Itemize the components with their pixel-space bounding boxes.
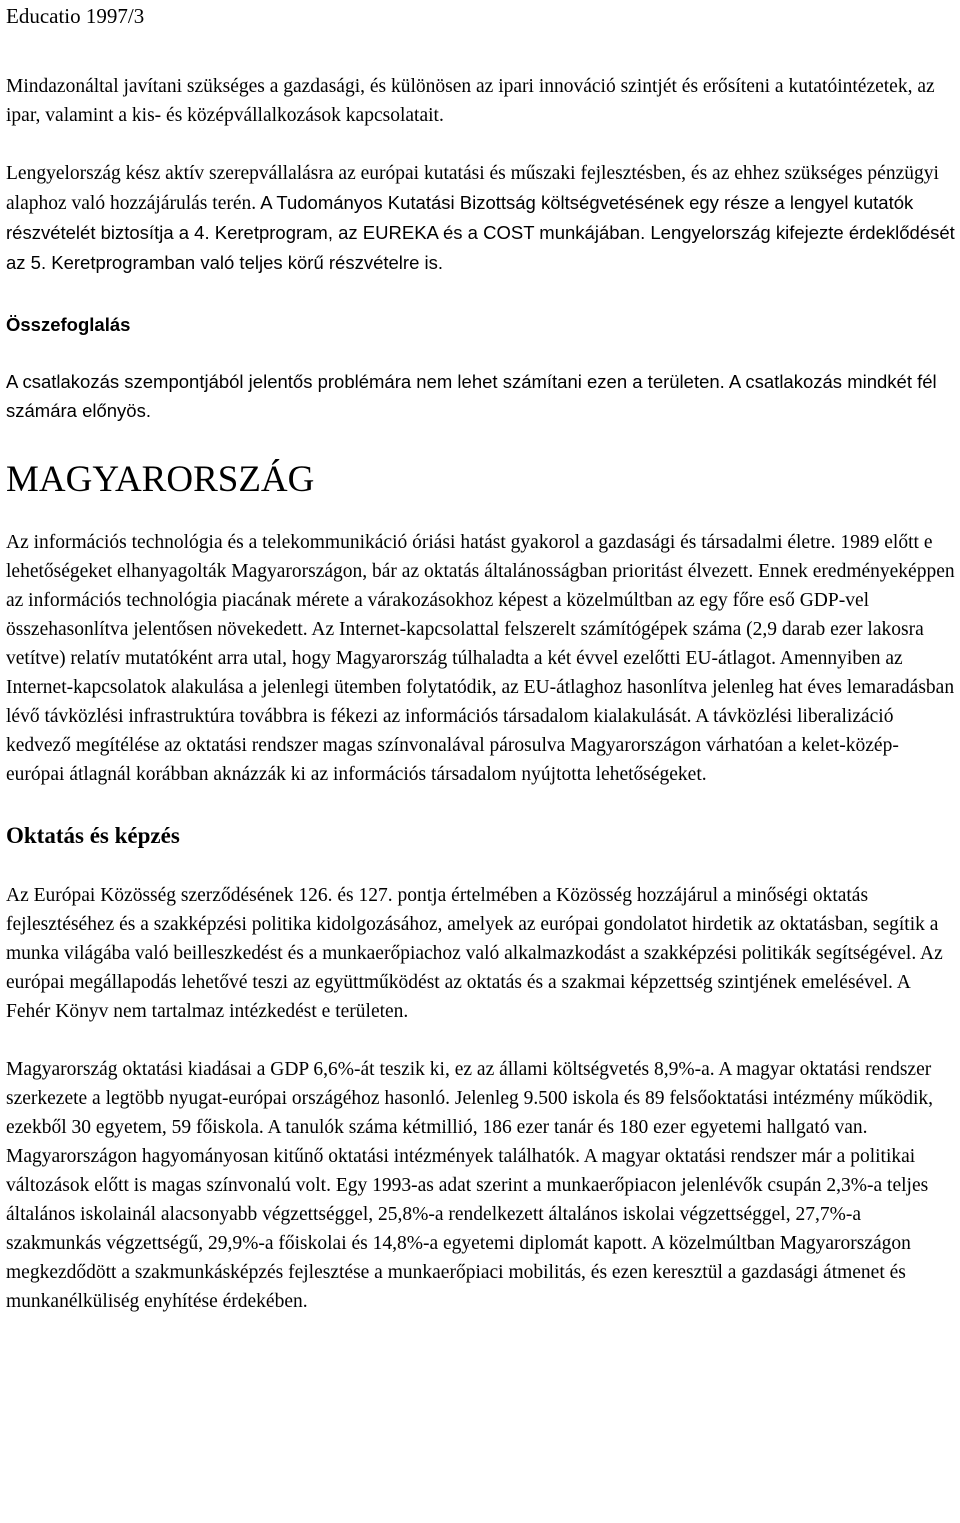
paragraph-research-part-a: Lengyelország kész aktív szerepvállalásra az európai kutatási és műszaki fejlesztésben, és az ehhez szükséges pénzügyi alaphoz való hozzájárulás terén. — [6, 163, 939, 214]
paragraph-intro: Mindazonáltal javítani szükséges a gazdasági, és különösen az ipari innováció szintjét és erősíteni a kutatóintézetek, az ipar, valamint a kis- és középvállalkozások kapcsolatait. — [6, 76, 935, 126]
document-page — [6, 0, 956, 1316]
paragraph-eu-treaty: Az Európai Közösség szerződésének 126. és 127. pontja értelmében a Közösség hozzájárul a minőségi oktatás fejlesztéséhez és a szakképzési politika kidolgozásához, amelyek az európai gondolatot hirdetik az oktatásban, segítik a munka világába való beilleszkedést és a munkaerőpiachoz való alkalmazkodást a szakképzési politikák segítségével. Az európai megállapodás lehetővé teszi az együttműködést az oktatás és a szakmai képzettség szintjének emelésével. A Fehér Könyv nem tartalmaz intézkedést e területen. — [6, 885, 943, 1022]
paragraph-research — [6, 159, 956, 278]
heading-country: MAGYARORSZÁG — [6, 459, 315, 500]
running-title: Educatio 1997/3 — [6, 4, 145, 28]
paragraph-education-spending: Magyarország oktatási kiadásai a GDP 6,6%-át teszik ki, ez az állami költségvetés 8,9%-a. A magyar oktatási rendszer szerkezete a legtöbb nyugat-európai országéhoz hasonló. Jelenleg 9.500 iskola és 89 felsőoktatási intézmény működik, ezekből 30 egyetem, 59 főiskola. A tanulók száma kétmillió, 186 ezer tanár és 180 ezer egyetemi hallgató van. Magyarországon hagyományosan kitűnő oktatási intézmények találhatók. A magyar oktatási rendszer már a politikai változások előtt is magas színvonalú volt. Egy 1993-as adat szerint a munkaerőpiacon jelenlévők csupán 2,3%-a teljes általános iskolainál alacsonyabb végzettséggel, 25,8%-a rendelkezett általános iskolai végzettséggel, 27,7%-a szakmunkás végzettségű, 29,9%-a főiskolai és 14,8%-a egyetemi diplomát kapott. A közelmúltban Magyarországon megkezdődött a szakmunkásképzés fejlesztése a munkaerőpiaci mobilitás, és ezen keresztül a gazdasági átmenet és munkanélküliség enyhítése érdekében. — [6, 1059, 934, 1312]
heading-education: Oktatás és képzés — [6, 823, 180, 848]
paragraph-research-part-b: A Tudományos Kutatási Bizottság költségvetésének egy része a lengyel kutatók részvételét biztosítja a 4. Keretprogram, az EUREKA és a COST munkájában. Lengyelország kifejezte érdeklődését az 5. Keretprogramban való teljes körű részvételre is. — [6, 192, 955, 273]
paragraph-summary: A csatlakozás szempontjából jelentős problémára nem lehet számítani ezen a területen. A csatlakozás mindkét fél számára előnyös. — [6, 371, 937, 421]
paragraph-information-technology: Az információs technológia és a telekommunikáció óriási hatást gyakorol a gazdasági és társadalmi életre. 1989 előtt e lehetőségeket elhanyagolták Magyarországon, bár az oktatás általánosságban prioritást élvezett. Ennek eredményeképpen az információs technológia piacának mérete a várakozásokhoz képest a közelmúltban az egy főre eső GDP-vel összehasonlítva jelentősen növekedett. Az Internet-kapcsolattal felszerelt számítógépek száma (2,9 darab ezer lakosra vetítve) relatív mutatóként arra utal, hogy Magyarország túlhaladta a két évvel ezelőtti EU-átlagot. Amennyiben az Internet-kapcsolatok alakulása a jelenlegi ütemben folytatódik, az EU-átlaghoz hasonlítva jelenleg hat éves lemaradásban lévő távközlési infrastruktúra továbbra is fékezi az információs társadalom kialakulását. A távközlési liberalizáció kedvező megítélése az oktatási rendszer magas színvonalával párosulva Magyarországon várhatóan a kelet-közép-európai átlagnál korábban aknázzák ki az információs társadalom nyújtotta lehetőségeket. — [6, 532, 955, 785]
heading-summary: Összefoglalás — [6, 314, 131, 335]
